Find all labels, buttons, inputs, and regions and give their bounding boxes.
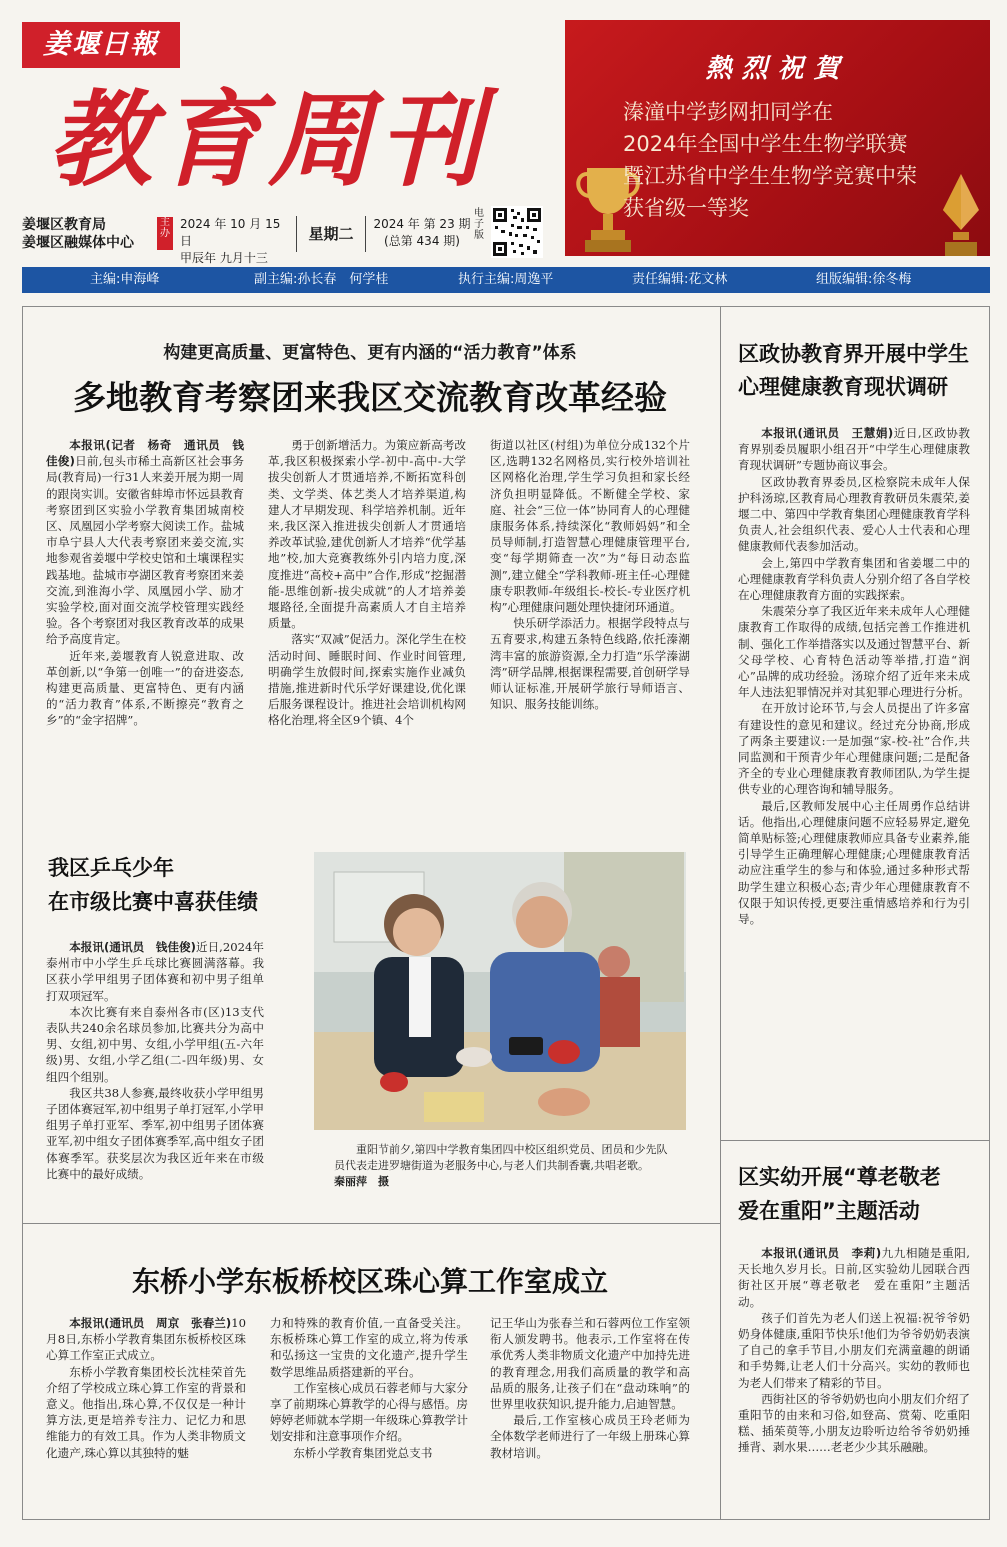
paragraph: 近日,区政协教育界别委员履职小组召开“中学生心理健康教育现状调研”专题协商议事会。: [738, 426, 970, 473]
staff-deputy-editor: 副主编:孙长春 何学桂: [254, 272, 389, 287]
paragraph: 工作室核心成员石蓉老师与大家分享了前期珠心算教学的心得与感悟。房婷婷老师就本学期一年级珠心算教学计划安排和注意事项作介绍。: [270, 1380, 468, 1444]
pingpong-article-byline: 本报讯(通讯员 钱佳俊): [69, 940, 196, 954]
abacus-article-col3: [490, 1315, 690, 1509]
banner-line: 2024年全国中学生生物学联赛: [623, 132, 908, 156]
pingpong-article-body: [46, 939, 264, 1213]
paragraph: 记王华山为张春兰和石蓉两位工作室领衔人颁发聘书。他表示,工作室将在传承优秀人类非物质文化遗产中加持先进的教育理念,用我们高质量的教学和高品质的服务,让孩子们在“盘动珠响”的世界里收获知识,提升能力,启迪智慧。: [490, 1316, 690, 1412]
photo-caption: [334, 1142, 674, 1202]
issue-date: [180, 216, 292, 267]
headline-line: 在市级比赛中喜获佳绩: [48, 890, 258, 914]
date-lunar: 甲辰年 九月十三: [180, 251, 268, 265]
paragraph: 朱震荣分享了我区近年来未成年人心理健康教育工作取得的成绩,包括完善工作推进机制、强化工作举措落实以及通过智慧平台、新父母学校、心育特色活动等举措,打造“润心”品牌的成功经验。汤琼介绍了近年来未成年人违法犯罪情况并对其犯罪心理进行分析。: [738, 604, 970, 700]
paragraph: 东桥小学教育集团校长沈桂荣首先介绍了学校成立珠心算工作室的背景和意义。他指出,珠心算,不仅仅是一种计算方法,更是培养专注力、记忆力和思维能力的有效工具。作为人类非物质文化遗产,珠心算以其独特的魅: [46, 1364, 246, 1460]
column-divider: [720, 306, 721, 1520]
paragraph: 我区共38人参赛,最终收获小学甲组男子团体赛冠军,初中组男子单打冠军,小学甲组男子单打亚军、季军,初中组男子团体赛亚军,初中组女子团体赛季军,高中组女子团体赛季军。获奖层次为我区近年来在市级比赛中的最好成绩。: [46, 1085, 264, 1181]
banner-line: 获省级一等奖: [623, 196, 749, 220]
staff-executive-editor: 执行主编:周逸平: [458, 272, 554, 287]
paragraph: 本次比赛有来自泰州各市(区)13支代表队共240余名球员参加,比赛共分为高中男、女组,初中男、女组,小学甲组(五-六年级)男、女组,小学乙组(二-四年级)男、女组四个组别。: [46, 1004, 264, 1084]
issue-total: (总第 434 期): [384, 234, 460, 248]
abacus-article-col2: [270, 1315, 468, 1509]
headline-line: 区政协教育界开展中学生: [738, 342, 969, 366]
issue-current: 2024 年 第 23 期: [373, 217, 471, 231]
headline-line: 我区乒乓少年: [48, 856, 174, 880]
paragraph: 在开放讨论环节,与会人员提出了许多富有建设性的意见和建议。经过充分协商,形成了两条主要建议:一是加强“家-校-社”合作,共同监测和干预青少年心理健康问题;二是配备齐全的专业心理健康教育教师团队,为学生提供专业的心理咨询和辅导服务。: [738, 701, 970, 797]
publisher-org: [22, 216, 162, 252]
caption-text: 重阳节前夕,第四中学教育集团四中校区组织党员、团员和少先队员代表走进罗塘街道为老服务中心,与老人们共制香囊,共唱老歌。: [334, 1143, 668, 1172]
paragraph: 日前,包头市稀土高新区社会事务局(教育局)一行31人来姜开展为期一周的跟岗实训。安徽省蚌埠市怀远县教育考察团到区实验小学教育集团城南校区、凤凰园小学考察大阅读工作。盐城市阜宁县人大代表考察团来姜交流,实地参观省姜堰中学校史馆和土壤课程实践基地。盐城市亭湖区教育考察团来姜交流,到淮海小学、凤凰园小学、励才实验学校,面对面交流学校管理实践经验。各个考察团对我区教育改革的成果给予高度肯定。: [46, 454, 244, 647]
paragraph: 会上,第四中学教育集团和省姜堰二中的心理健康教育学科负责人分别介绍了各自学校在心理健康教育方面的实践探索。: [738, 555, 970, 603]
staff-responsible-editor: 责任编辑:花文林: [632, 272, 728, 287]
headline-line: 爱在重阳”主题活动: [738, 1199, 920, 1223]
abacus-article-headline: 东桥小学东板桥校区珠心算工作室成立: [131, 1265, 608, 1298]
pingpong-article-headline: [48, 851, 298, 919]
paragraph: 东桥小学教育集团党总支书: [293, 1445, 433, 1460]
paragraph: 最后,工作室核心成员王玲老师为全体数学老师进行了一年级上册珠心算教材培训。: [490, 1413, 690, 1460]
banner-line: 溱潼中学彭网扣同学在: [623, 100, 833, 124]
staff-bar: [22, 267, 990, 293]
paragraph: 力和特殊的教育价值,一直备受关注。东板桥珠心算工作室的成立,将为传承和弘扬这一宝贵的文化遗产,提升学生数学思维品质搭建新的平台。: [270, 1316, 468, 1379]
section-divider: [22, 1223, 720, 1224]
staff-layout-editor: 组版编辑:徐冬梅: [816, 272, 912, 287]
abacus-article-byline: 本报讯(通讯员 周京 张春兰): [69, 1316, 232, 1330]
paragraph: 近日,2024年泰州市中小学生乒乓球比赛圆满落幕。我区获小学甲组男子团体赛和初中男子组单打双项冠军。: [46, 940, 264, 1003]
paragraph: 近年来,姜堰教育人锐意进取、改革创新,以“争第一创唯一”的奋进姿态,构建更高质量、更富特色、更有内涵的“活力教育”体系,不断擦亮“教育之乡”的“金字招牌”。: [46, 648, 244, 728]
publisher-org-line2: 姜堰区融媒体中心: [22, 235, 134, 251]
sponsor-tag: 主办: [157, 217, 173, 250]
paragraph: 孩子们首先为老人们送上祝福:祝爷爷奶奶身体健康,重阳节快乐!他们为爷爷奶奶表演了自己的拿手节目,小朋友们充满童趣的朗诵和手势舞,让老人们十分高兴。实幼的教师也为老人们带来了精彩的节目。: [738, 1310, 970, 1390]
photo-illustration: [314, 852, 686, 1130]
kindergarten-article-body: [738, 1245, 970, 1510]
weekday: 星期二: [296, 216, 366, 252]
cppcc-article-headline: [738, 338, 978, 404]
paragraph: 勇于创新增活力。为策应新高考改革,我区积极探索小学-初中-高中-大学拔尖创新人才贯通培养,不断拓宽科创类、文学类、体艺类人才培养渠道,构建人才早期发现、科学培养机制。近年来,我区深入推进拔尖创新人才贯通培养改革试验,建优创新人才培养“优学基地”校,加大竞赛教练外引内培力度,深度推进“高校+高中”合作,形成“挖掘潜能-思维创新-拔尖成就”的人才培养姜堰路径,全面提升高素质人才自主培养质量。: [268, 438, 466, 631]
issue-number: [372, 216, 472, 250]
photo-credit: 秦丽萍 摄: [334, 1175, 389, 1188]
kindergarten-article-byline: 本报讯(通讯员 李莉): [761, 1246, 882, 1260]
paragraph: 快乐研学添活力。根据学段特点与五育要求,构建五条特色线路,依托溱潮湾丰富的旅游资源,全力打造“乐学溱湖湾”研学品牌,根据课程需要,首创研学导师认证标准,开展研学旅行导师语言、知识、服务技能训练。: [490, 616, 690, 712]
paragraph: 西街社区的爷爷奶奶也向小朋友们介绍了重阳节的由来和习俗,如登高、赏菊、吃重阳糕、插茱萸等,小朋友边聆听边给爷爷奶奶捶捶背、剥水果……老老少少其乐融融。: [738, 1391, 970, 1455]
kindergarten-article-headline: [738, 1160, 978, 1228]
main-article-col3: [490, 437, 690, 802]
publisher-org-line1: 姜堰区教育局: [22, 217, 106, 233]
paragraph: 落实“双减”促活力。深化学生在校活动时间、睡眠时间、作业时间管理,明确学生放假时间,探索实施作业减负措施,推进新时代乐学好课建设,优化课后服务课程设计。推进社会培训机构网格化治理,将全区9个镇、4个: [268, 632, 466, 728]
main-article-byline: 本报讯(记者 杨奇 通讯员 钱佳俊): [46, 438, 244, 469]
congratulations-banner: [565, 20, 990, 256]
main-article-headline: 多地教育考察团来我区交流教育改革经验: [73, 378, 667, 417]
qr-code-icon[interactable]: [491, 206, 543, 258]
headline-line: 区实幼开展“尊老敬老: [738, 1165, 941, 1189]
newspaper-brand-tag: 姜堰日報: [22, 22, 180, 68]
paragraph: 九九相随是重阳,天长地久岁月长。日前,区实验幼儿园联合西街社区开展“尊老敬老 爱在重阳”主题活动。: [738, 1246, 970, 1309]
news-photo: [314, 852, 686, 1130]
main-article-kicker: 构建更高质量、更富特色、更有内涵的“活力教育”体系: [163, 343, 577, 363]
cppcc-article-byline: 本报讯(通讯员 王慧娟): [761, 426, 894, 440]
date-gregorian: 2024 年 10 月 15 日: [180, 217, 281, 248]
section-divider: [720, 1140, 990, 1141]
paragraph: 最后,区教师发展中心主任周勇作总结讲话。他指出,心理健康问题不应轻易界定,避免简单贴标签;心理健康教师应具备专业素养,能引导学生正确理解心理健康;心理健康教育活动应注重学生的参与和体验,通过多种形式帮助学生建立积极心态;青少年心理健康教育不仅限于知识传授,更要注重情感培养和行为引导。: [738, 798, 970, 927]
e-edition-label: 电子版: [474, 208, 484, 241]
abacus-article-col1: [46, 1315, 246, 1509]
banner-heading: 熱烈祝賀: [705, 54, 850, 84]
cppcc-article-body: [738, 425, 970, 1115]
banner-message: [623, 96, 983, 224]
paragraph: 10月8日,东桥小学教育集团东板桥校区珠心算工作室正式成立。: [46, 1316, 246, 1363]
supplement-title: 教育周刊: [48, 78, 489, 201]
paragraph: 区政协教育界委员,区检察院未成年人保护科汤琼,区教育局心理教育教研员朱震荣,姜堰二中、第四中学教育集团心理健康教育学科负责人,社会组织代表、爱心人士代表和心理健康教师代表参加活动。: [738, 474, 970, 554]
paragraph: 街道以社区(村组)为单位分成132个片区,选聘132名网格员,实行校外培训社区网格化治理,学生学习负担和家长经济负担明显降低。不断健全学校、家庭、社会“三位一体”协同育人的心理健康服务体系,持续深化“教师妈妈”和全员导师制,打造智慧心理健康管理平台,变“每学期筛查一次”为“每日动态监测”,建立健全“学科教师-班主任-心理健康专职教师-年级组长-校长-专业医疗机构”心理健康问题处理快捷闭环通道。: [490, 438, 690, 615]
main-article-col1: [46, 437, 244, 802]
staff-chief-editor: 主编:申海峰: [90, 272, 160, 287]
headline-line: 心理健康教育现状调研: [738, 375, 948, 399]
banner-line: 暨江苏省中学生生物学竞赛中荣: [623, 164, 917, 188]
main-article-col2: [268, 437, 466, 802]
